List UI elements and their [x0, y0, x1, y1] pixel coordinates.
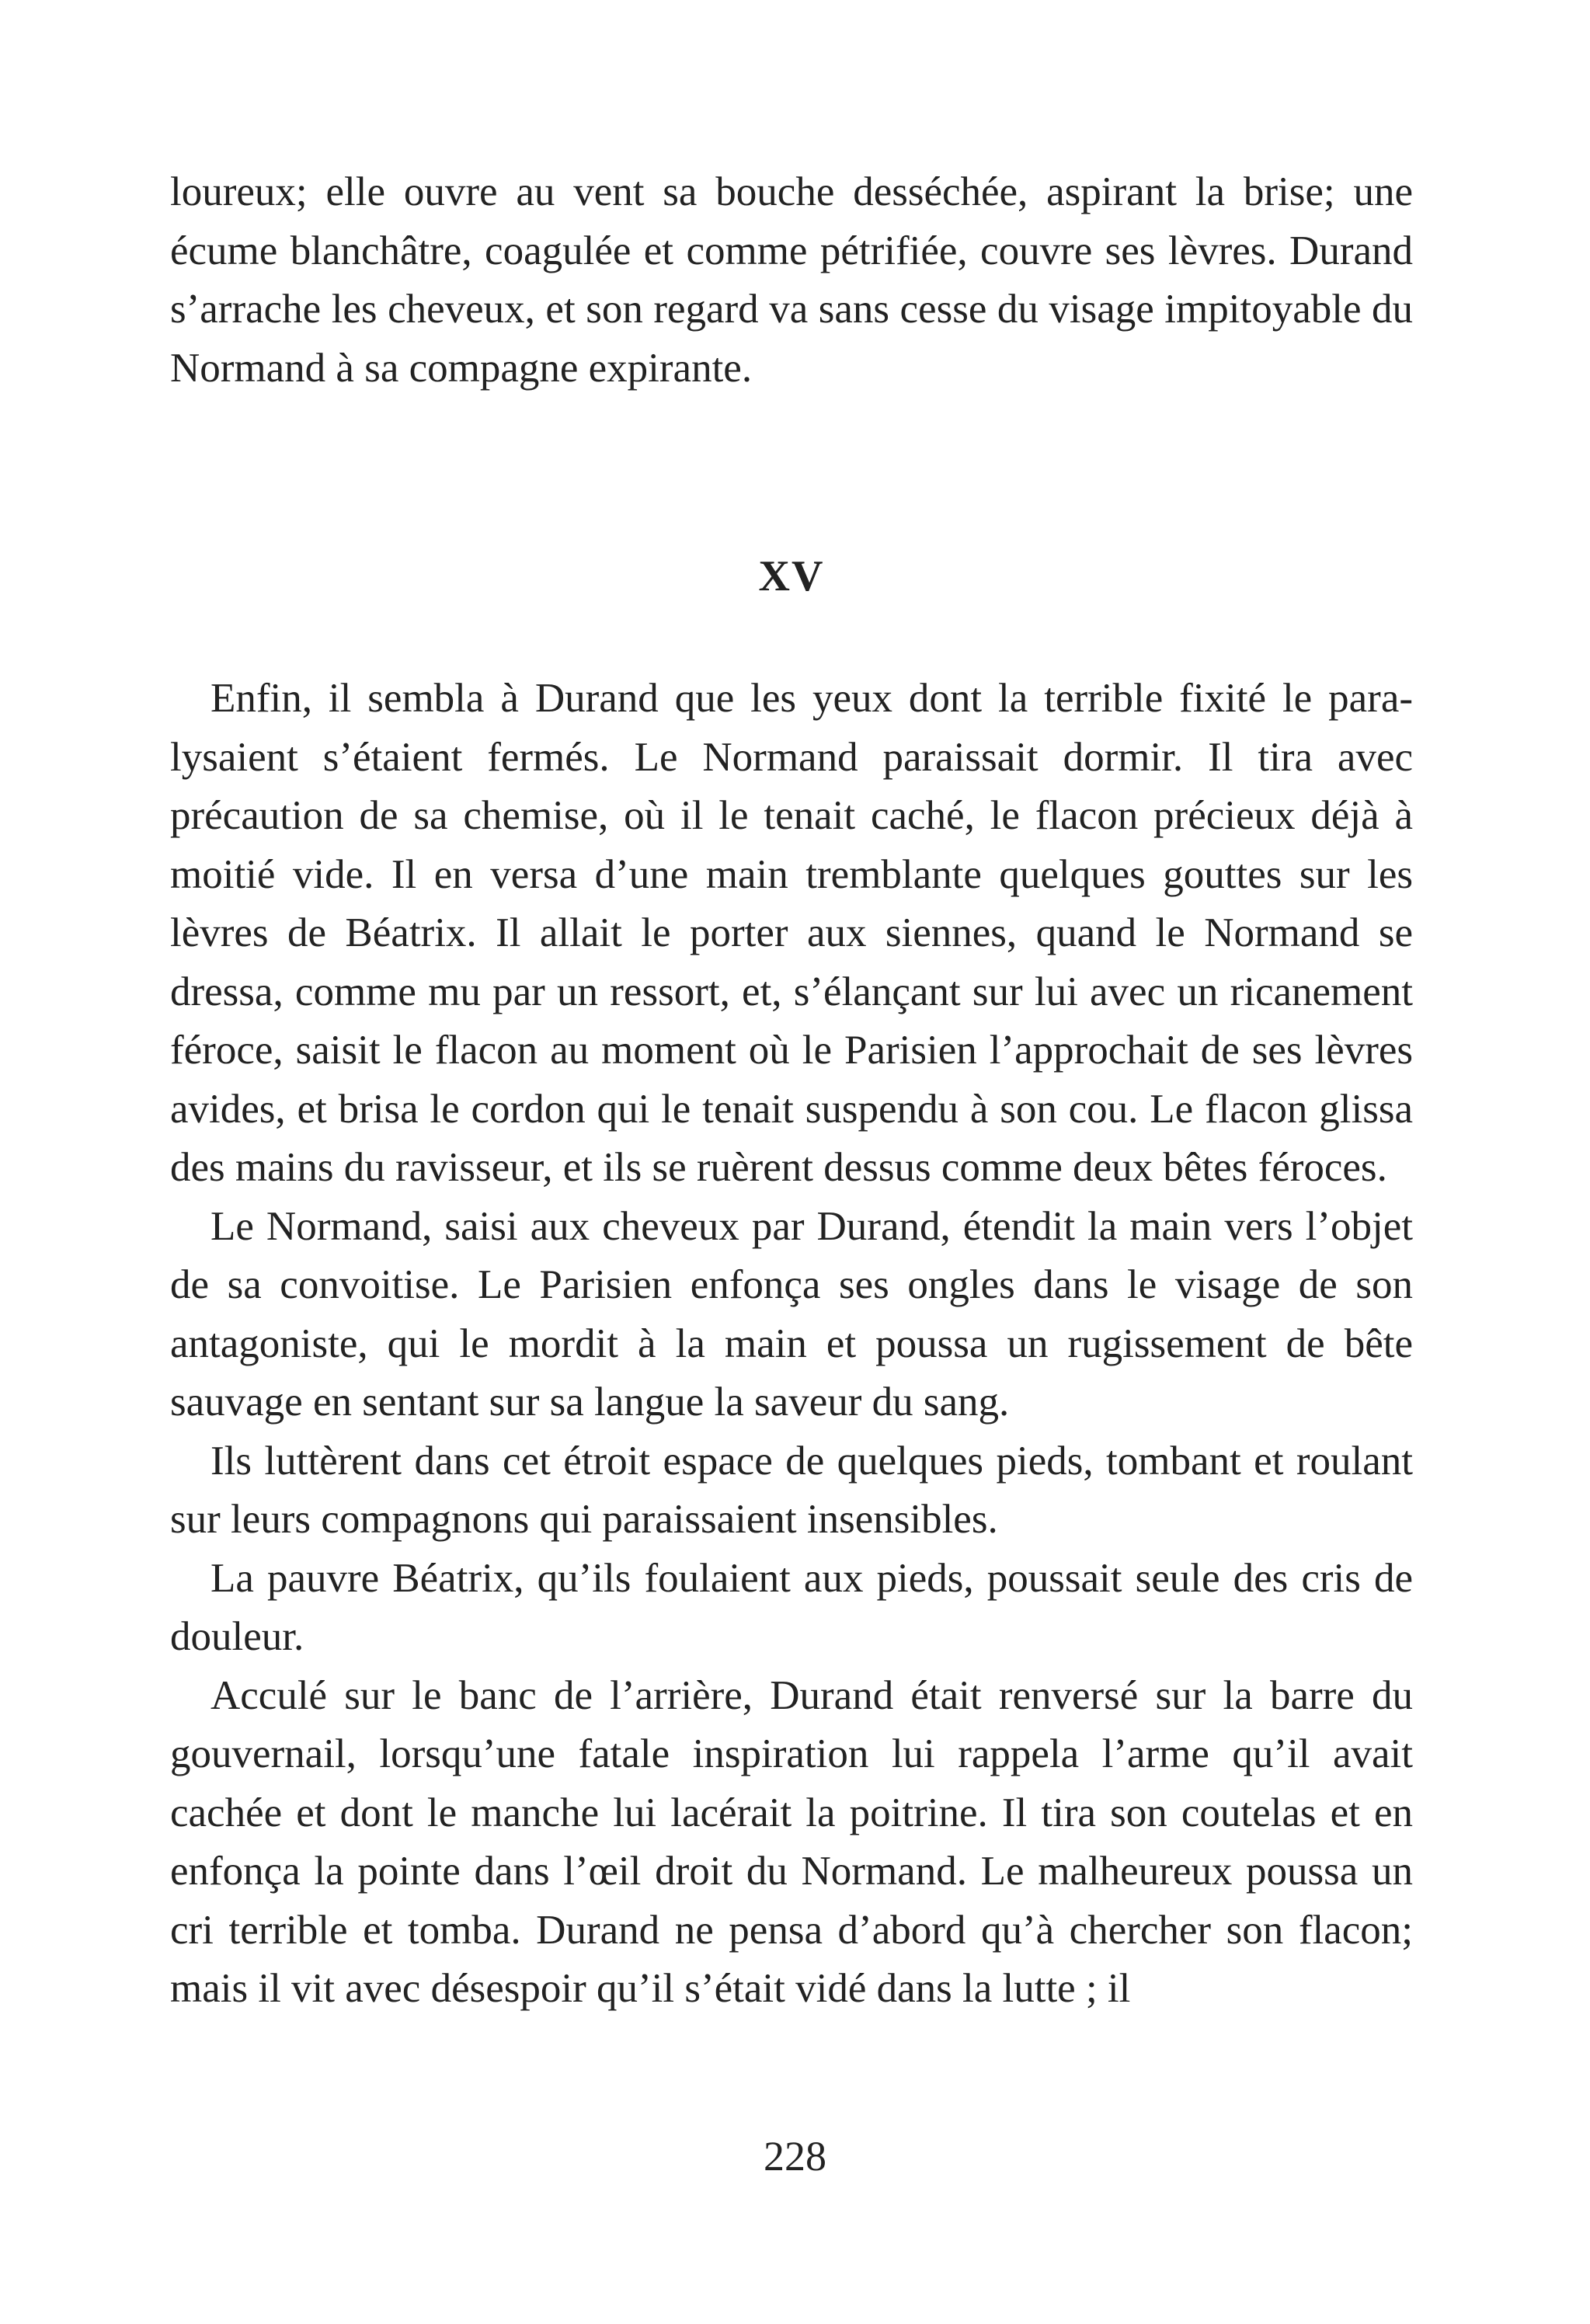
opening-paragraph: loureux; elle ouvre au vent sa bouche desséchée, aspirant la brise; une écume blanchâtre, coagulée et comme pétrifiée, couvre ses lèvres. Durand s’arrache les cheveux, et son regard va sans cesse du visage impitoyable du Normand à sa compagne expirante.: [170, 169, 1413, 391]
paragraph: Acculé sur le banc de l’arrière, Durand était renversé sur la barre du gouvernail, lorsqu’une fatale inspiration lui rappela l’arme qu’il avait cachée et dont le manche lui lacérait la poitrine. Il tira son coutelas et en enfonça la pointe dans l’œil droit du Normand. Le malheureux poussa un cri terrible et tomba. Durand ne pensa d’abord qu’à chercher son flacon; mais il vit avec désespoir qu’il s’était vidé dans la lutte ; il: [170, 1672, 1413, 2011]
chapter-body: [170, 670, 1413, 2019]
page-number: 228: [764, 2133, 826, 2180]
paragraph: La pauvre Béatrix, qu’ils foulaient aux pieds, poussait seule des cris de douleur.: [170, 1555, 1413, 1659]
opening-text-block: [170, 163, 1413, 398]
paragraph: Ils luttèrent dans cet étroit espace de quelques pieds, tombant et roulant sur leurs compagnons qui paraissaient insensibles.: [170, 1438, 1413, 1542]
paragraph: Le Normand, saisi aux cheveux par Durand, étendit la main vers l’objet de sa convoitise. Le Parisien enfonça ses ongles dans le visage de son antagoniste, qui le mordit à la main et poussa un rugissement de bête sauvage en sentant sur sa langue la saveur du sang.: [170, 1203, 1413, 1425]
chapter-heading: XV: [758, 552, 825, 600]
paragraph: Enfin, il sembla à Durand que les yeux dont la terrible fixité le paralysaient s’étaient fermés. Le Normand paraissait dormir. Il tira avec précaution de sa chemise, où il le tenait caché, le flacon précieux déjà à moitié vide. Il en versa d’une main tremblante quelques gouttes sur les lèvres de Béatrix. Il allait le porter aux siennes, quand le Normand se dressa, comme mu par un ressort, et, s’élançant sur lui avec un ricanement féroce, saisit le flacon au moment où le Parisien l’approchait de ses lèvres avides, et brisa le cordon qui le tenait suspendu à son cou. Le flacon glissa des mains du ravisseur, et ils se ruèrent dessus comme deux bêtes féroces.: [170, 676, 1413, 1190]
